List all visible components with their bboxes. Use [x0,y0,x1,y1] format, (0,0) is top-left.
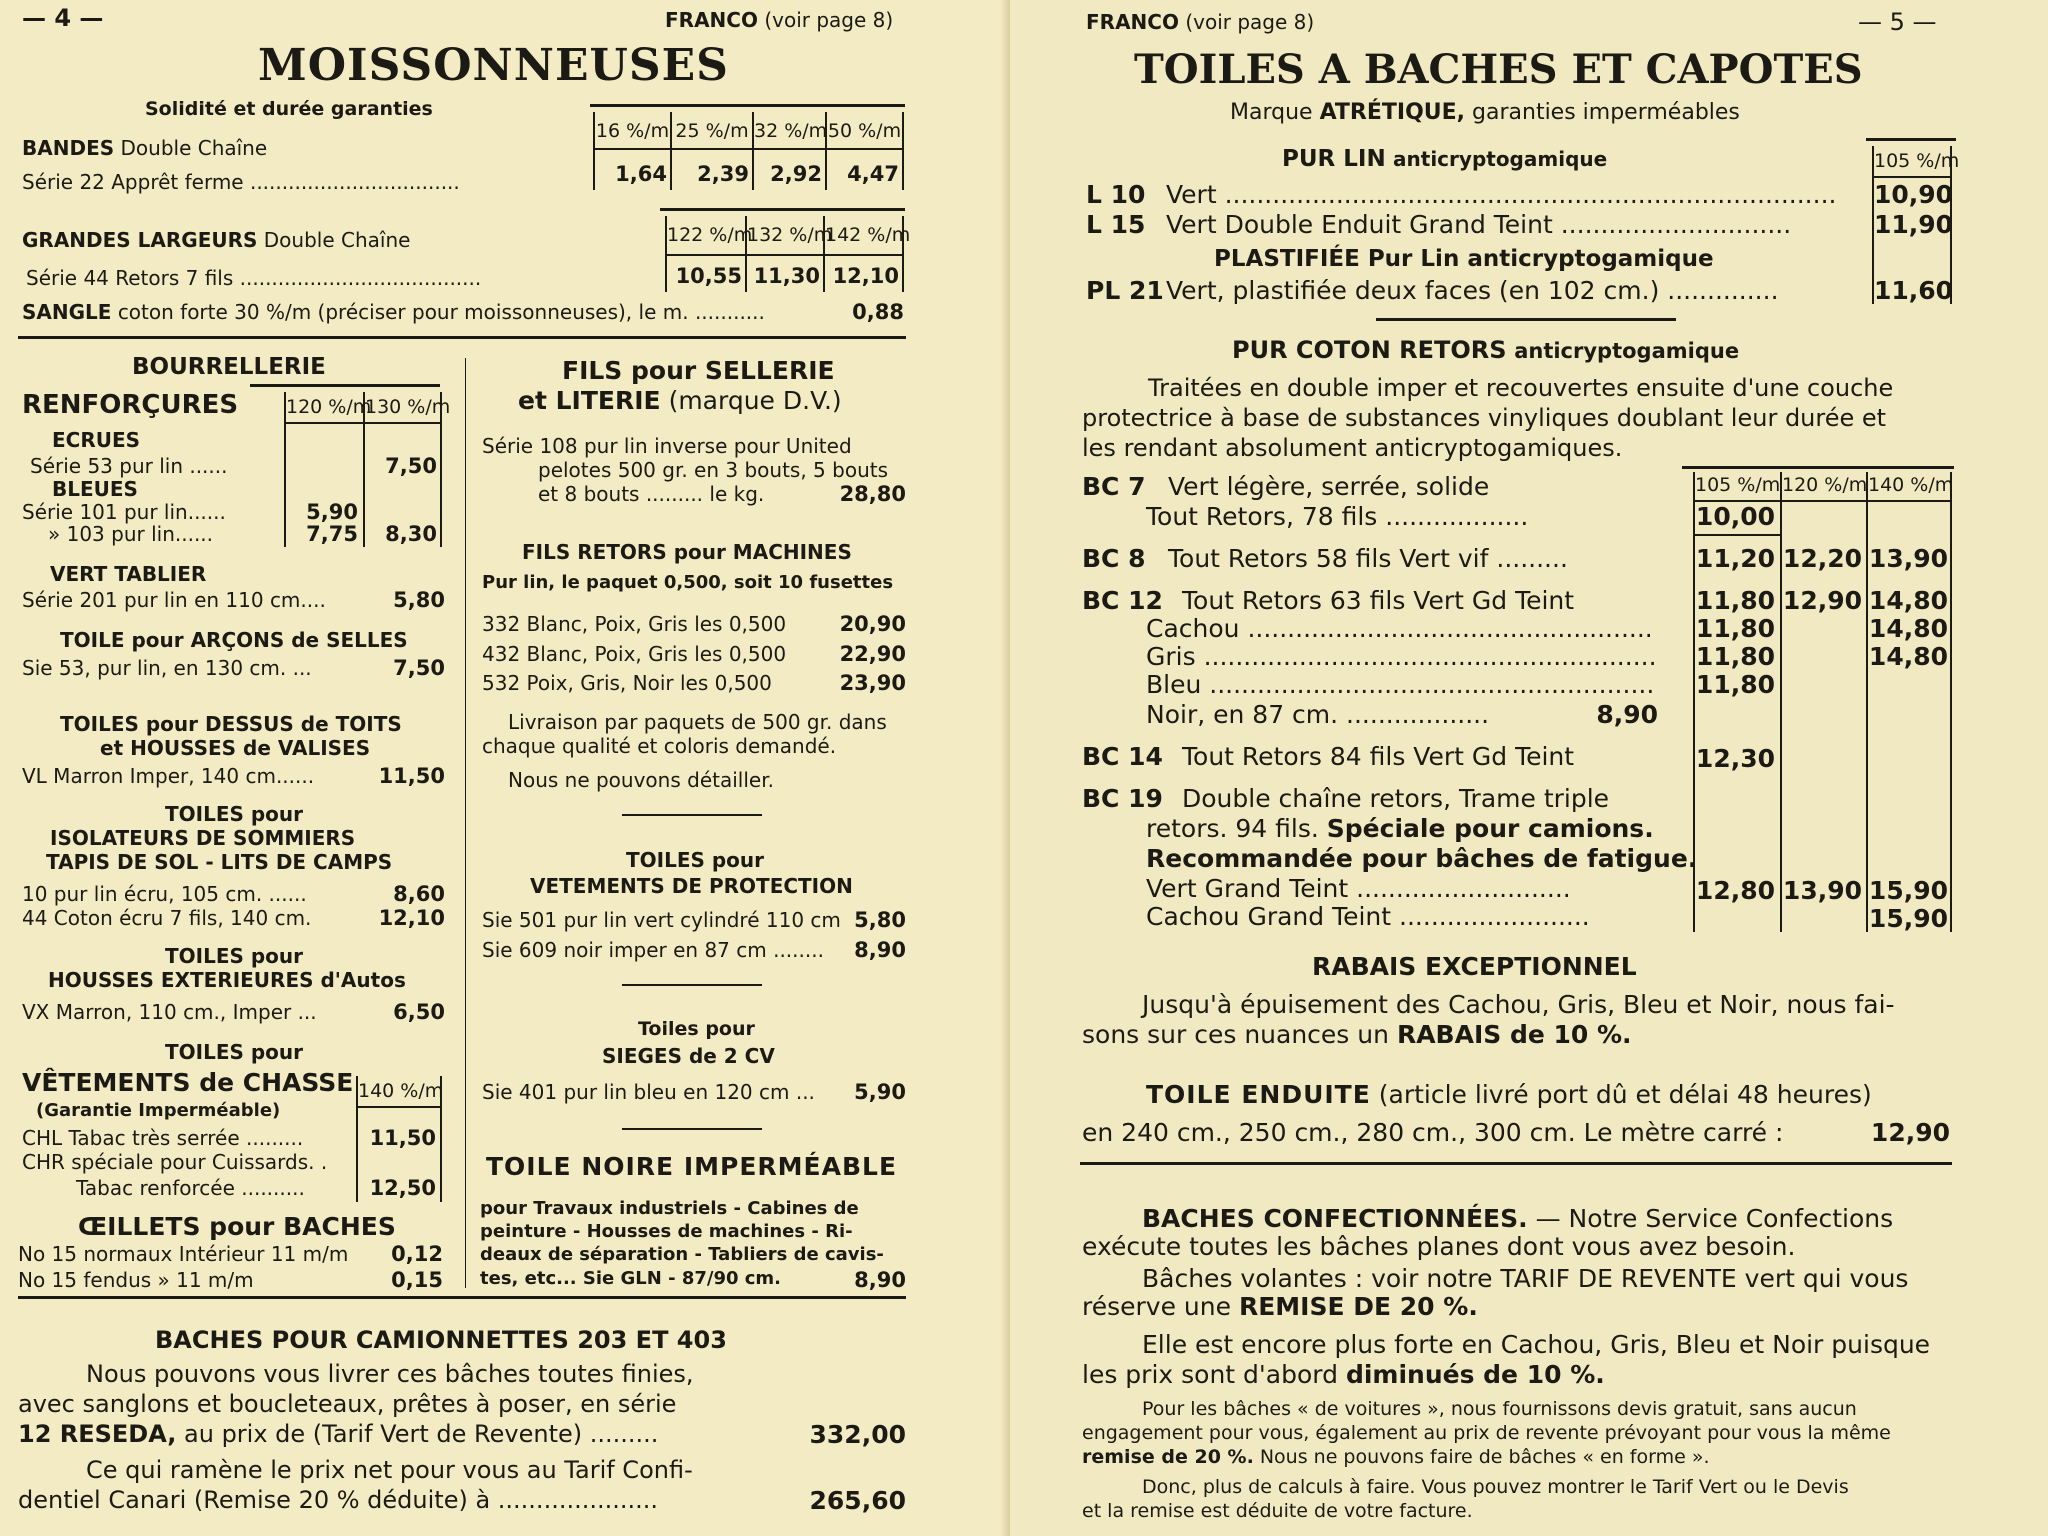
protection-title-2: VETEMENTS DE PROTECTION [530,874,853,898]
confection-small-2: engagement pour vous, également au prix de revente prévoyant pour vous la même [1082,1422,1891,1444]
price: 12,90 [1782,586,1862,615]
price: 2,92 [770,162,822,186]
pl21-line: Vert, plastifiée deux faces (en 102 cm.) .............. [1166,276,1779,305]
fils-retors-subtitle: Pur lin, le paquet 0,500, soit 10 fusettes [482,572,894,593]
toile-noire-line-3: deaux de séparation - Tabliers de cavis- [480,1244,884,1265]
chasse-line-2: CHR spéciale pour Cuissards. . [22,1150,328,1174]
sieges-line: Sie 401 pur lin bleu en 120 cm ... [482,1080,815,1104]
bc14-line: Tout Retors 84 fils Vert Gd Teint [1182,742,1575,771]
rule [622,814,762,816]
col-header: 16 %/m [595,120,670,142]
rule [590,104,905,107]
camionnettes-line-1: Nous pouvons vous livrer ces bâches toutes finies, [86,1360,694,1388]
bandes-serie: Série 22 Apprêt ferme ................................. [22,170,460,194]
chasse-line-3: Tabac renforcée .......... [76,1176,305,1200]
price: 12,10 [378,906,445,930]
page-number-right: — 5 — [1858,8,1937,36]
col-header: 130 %/m [365,396,451,418]
price: 6,50 [393,1000,445,1024]
bc19-vert: Vert Grand Teint ........................... [1146,874,1571,903]
bc14-code: BC 14 [1082,742,1163,771]
bc12-gris: Gris ......................................................... [1146,642,1657,671]
camionnettes-line-5: dentiel Canari (Remise 20 % déduite) à ..................... [18,1486,658,1514]
table-border [284,422,440,424]
price: 11,20 [1695,544,1775,573]
chasse-title: TOILES pour [165,1040,304,1064]
price: 8,90 [854,1268,906,1292]
grandes-title: GRANDES LARGEURS Double Chaîne [22,228,411,252]
bc12-cachou: Cachou ................................................... [1146,614,1653,643]
price: 7,50 [393,656,445,680]
price: 14,80 [1868,614,1948,643]
confection-title: BACHES CONFECTIONNÉES. — Notre Service Confections [1142,1204,1894,1233]
price: 12,50 [369,1176,436,1200]
oeillets-title: ŒILLETS pour BACHES [78,1212,396,1241]
isolateurs-line-2: 44 Coton écru 7 fils, 140 cm. [22,906,312,930]
bc8-line: Tout Retors 58 fils Vert vif ......... [1168,544,1568,573]
l10-code: L 10 [1086,180,1146,209]
chasse-title-3: (Garantie Imperméable) [36,1100,281,1121]
price: 8,90 [1596,700,1658,729]
l15-code: L 15 [1086,210,1146,239]
housses-autos-title-2: HOUSSES EXTERIEURES d'Autos [48,968,406,992]
price: 11,80 [1695,642,1775,671]
price: 13,90 [1868,544,1948,573]
fils-retors-note-2: chaque qualité et coloris demandé. [482,734,837,758]
price: 7,50 [385,454,437,478]
price: 7,75 [306,522,358,546]
confection-small-4: Donc, plus de calculs à faire. Vous pouvez montrer le Tarif Vert ou le Devis [1142,1476,1849,1498]
price: 11,50 [369,1126,436,1150]
s103-line: » 103 pur lin...... [48,522,214,546]
table-border [1693,534,1780,536]
bc7-line-2: Tout Retors, 78 fils .................. [1146,502,1529,531]
rule [660,208,905,211]
col-header: 25 %/m [675,120,749,142]
renforcures-title: RENFORÇURES [22,390,239,420]
fils-retors-title: FILS RETORS pour MACHINES [522,540,852,564]
price: 5,80 [854,908,906,932]
price: 4,47 [847,162,899,186]
col-header: 105 %/m [1874,150,1960,172]
price: 14,80 [1868,642,1948,671]
pl21-code: PL 21 [1086,276,1164,305]
sieges-title: Toiles pour [638,1018,755,1040]
price: 22,90 [839,642,906,666]
fils-retors-note-1: Livraison par paquets de 500 gr. dans [508,710,887,734]
subtitle-left: Solidité et durée garanties [145,98,433,120]
table-border [902,112,904,190]
pur-coton-title: PUR COTON RETORS anticryptogamique [1232,336,1740,364]
plastifiee-title: PLASTIFIÉE Pur Lin anticryptogamique [1214,246,1714,272]
rule [1682,466,1954,469]
pur-lin-title: PUR LIN anticryptogamique [1282,146,1608,172]
price: 11,80 [1695,586,1775,615]
enduite-line-1: TOILE ENDUITE (article livré port dû et délai 48 heures) [1146,1080,1872,1109]
price: 0,12 [391,1242,443,1266]
franco-note-left: FRANCO (voir page 8) [665,8,894,32]
fils-retors-row: 432 Blanc, Poix, Gris les 0,500 [482,642,787,666]
price: 8,30 [385,522,437,546]
price: 12,90 [1870,1118,1950,1147]
sieges-title-2: SIEGES de 2 CV [602,1044,775,1068]
bourrellerie-title: BOURRELLERIE [132,354,326,380]
pur-coton-p1: Traitées en double imper et recouvertes ensuite d'une couche [1148,374,1894,402]
price: 265,60 [809,1486,906,1515]
rule [622,984,762,986]
oeillets-line-1: No 15 normaux Intérieur 11 m/m [18,1242,349,1266]
price: 12,30 [1695,744,1775,773]
toile-noire-line-4: tes, etc... Sie GLN - 87/90 cm. [480,1268,782,1289]
grandes-serie: Série 44 Retors 7 fils ...................................... [26,266,482,290]
price: 0,15 [391,1268,443,1292]
bleues-label: BLEUES [52,477,138,501]
isolateurs-title: TOILES pour [165,802,304,826]
bc7-code: BC 7 [1082,472,1146,501]
sangle-line: SANGLE coton forte 30 %/m (préciser pour moissonneuses), le m. ........... [22,300,765,324]
price: 20,90 [839,612,906,636]
price: 11,90 [1874,210,1954,239]
price: 15,90 [1868,904,1948,933]
fils-retors-row: 532 Poix, Gris, Noir les 0,500 [482,671,772,695]
enduite-line-2: en 240 cm., 250 cm., 280 cm., 300 cm. Le mètre carré : [1082,1118,1784,1147]
price: 10,55 [675,264,742,288]
l10-line: Vert ............................................................................. [1166,180,1837,209]
housses-autos-title: TOILES pour [165,944,304,968]
fils-retors-row: 332 Blanc, Poix, Gris les 0,500 [482,612,787,636]
camionnettes-line-2: avec sanglons et boucleteaux, prêtes à poser, en série [18,1390,677,1418]
page-title-left: MOISSONNEUSES [258,40,729,91]
ecrues-label: ECRUES [52,428,141,452]
column-divider [465,358,466,1288]
confection-line-5: Elle est encore plus forte en Cachou, Gris, Bleu et Noir puisque [1142,1330,1931,1359]
price: 11,80 [1695,614,1775,643]
price: 332,00 [809,1420,906,1449]
rule [1866,138,1956,141]
price: 13,90 [1782,876,1862,905]
col-header: 105 %/m [1695,474,1781,496]
camionnettes-line-4: Ce qui ramène le prix net pour vous au Tarif Confi- [86,1456,693,1484]
bc19-line-3: Recommandée pour bâches de fatigue. [1146,844,1698,873]
rule [622,1128,762,1130]
bandes-title: BANDES Double Chaîne [22,136,268,160]
col-header: 122 %/m [667,224,753,246]
price: 12,20 [1782,544,1862,573]
price: 14,80 [1868,586,1948,615]
col-header: 50 %/m [827,120,902,142]
chasse-title-2: VÊTEMENTS de CHASSE [22,1068,354,1097]
pur-coton-p3: les rendant absolument anticryptogamiques. [1082,434,1623,462]
table-border [356,1106,440,1108]
rule [1080,1162,1952,1165]
table-border [1780,472,1782,932]
price: 5,90 [854,1080,906,1104]
price: 11,80 [1695,670,1775,699]
price: 11,60 [1874,276,1954,305]
protection-line-2: Sie 609 noir imper en 87 cm ........ [482,938,824,962]
bc12-code: BC 12 [1082,586,1163,615]
right-page [1010,0,2048,1536]
rule [1376,318,1676,321]
bc19-code: BC 19 [1082,784,1163,813]
fils-sellerie-title: FILS pour SELLERIE [562,356,835,385]
price: 11,30 [753,264,820,288]
toits-title-2: et HOUSSES de VALISES [100,736,371,760]
subtitle-right: Marque ATRÉTIQUE, garanties imperméables [1230,100,1740,125]
table-border [665,254,902,256]
protection-title: TOILES pour [626,848,765,872]
bc8-code: BC 8 [1082,544,1146,573]
toile-noire-line-1: pour Travaux industriels - Cabines de [480,1198,859,1219]
left-page [0,0,1010,1536]
toits-title: TOILES pour DESSUS de TOITS [60,712,402,736]
bc19-line-2: retors. 94 fils. Spéciale pour camions. [1146,814,1654,843]
col-header: 120 %/m [1782,474,1868,496]
table-border [1950,472,1952,932]
confection-line-2: exécute toutes les bâches planes dont vous avez besoin. [1082,1232,1796,1261]
rule [18,336,906,339]
toits-line: VL Marron Imper, 140 cm...... [22,764,315,788]
toile-noire-title: TOILE NOIRE IMPERMÉABLE [486,1152,898,1181]
oeillets-line-2: No 15 fendus » 11 m/m [18,1268,254,1292]
isolateurs-title-3: TAPIS DE SOL - LITS DE CAMPS [46,850,393,874]
fils-sellerie-title-2: et LITERIE (marque D.V.) [518,386,842,415]
bc12-noir: Noir, en 87 cm. .................. [1146,700,1490,729]
confection-small-5: et la remise est déduite de votre facture. [1082,1500,1473,1522]
price: 5,80 [393,588,445,612]
price: 10,00 [1695,502,1775,531]
bc12-bleu: Bleu ........................................................ [1146,670,1655,699]
rabais-title: RABAIS EXCEPTIONNEL [1312,952,1637,981]
price: 5,90 [306,500,358,524]
protection-line-1: Sie 501 pur lin vert cylindré 110 cm [482,908,841,932]
col-header: 140 %/m [358,1080,444,1102]
confection-line-4: réserve une REMISE DE 20 %. [1082,1292,1478,1321]
vert-tablier-title: VERT TABLIER [50,562,207,586]
confection-small-1: Pour les bâches « de voitures », nous fournissons devis gratuit, sans aucun [1142,1398,1857,1420]
price: 2,39 [697,162,749,186]
sangle-price: 0,88 [852,300,904,324]
price: 28,80 [839,482,906,506]
arcons-line: Sie 53, pur lin, en 130 cm. ... [22,656,312,680]
isolateurs-line-1: 10 pur lin écru, 105 cm. ...... [22,882,307,906]
fils-sellerie-line-3: et 8 bouts ......... le kg. [538,482,765,506]
bc7-line-1: Vert légère, serrée, solide [1168,472,1490,501]
rabais-line-1: Jusqu'à épuisement des Cachou, Gris, Bleu et Noir, nous fai- [1142,990,1895,1019]
confection-line-3: Bâches volantes : voir notre TARIF DE REVENTE vert qui vous [1142,1264,1909,1293]
camionnettes-title: BACHES POUR CAMIONNETTES 203 ET 403 [155,1326,727,1354]
price: 11,50 [378,764,445,788]
l15-line: Vert Double Enduit Grand Teint ............................. [1166,210,1792,239]
table-border [1866,472,1868,932]
price: 15,90 [1868,876,1948,905]
franco-note-right: FRANCO (voir page 8) [1086,10,1315,34]
isolateurs-title-2: ISOLATEURS DE SOMMIERS [50,826,356,850]
price: 12,80 [1695,876,1775,905]
confection-line-6: les prix sont d'abord diminués de 10 %. [1082,1360,1605,1389]
toile-noire-line-2: peinture - Housses de machines - Ri- [480,1221,853,1242]
rabais-line-2: sons sur ces nuances un RABAIS de 10 %. [1082,1020,1632,1049]
camionnettes-line-3: 12 RESEDA, au prix de (Tarif Vert de Revente) ......... [18,1420,659,1448]
confection-small-3: remise de 20 %. Nous ne pouvons faire de bâches « en forme ». [1082,1446,1710,1468]
price: 8,90 [854,938,906,962]
col-header: 120 %/m [286,396,372,418]
s101-line: Série 101 pur lin...... [22,500,226,524]
bc19-cachou: Cachou Grand Teint ........................ [1146,902,1590,931]
fils-sellerie-line-1: Série 108 pur lin inverse pour United [482,434,852,458]
col-header: 32 %/m [754,120,828,142]
price: 8,60 [393,882,445,906]
bc12-line: Tout Retors 63 fils Vert Gd Teint [1182,586,1575,615]
price: 10,90 [1874,180,1954,209]
col-header: 140 %/m [1868,474,1954,496]
col-header: 132 %/m [747,224,833,246]
table-border [1872,176,1950,178]
price: 23,90 [839,671,906,695]
pur-coton-p2: protectrice à base de substances vinyliques doublant leur durée et [1082,404,1887,432]
rule [18,1296,906,1299]
fils-retors-note-3: Nous ne pouvons détailler. [508,768,774,792]
vert-tablier-line: Série 201 pur lin en 110 cm.... [22,588,326,612]
s53-line: Série 53 pur lin ...... [30,454,228,478]
col-header: 142 %/m [825,224,911,246]
chasse-line-1: CHL Tabac très serrée ......... [22,1126,304,1150]
table-border [593,148,902,150]
fils-sellerie-line-2: pelotes 500 gr. en 3 bouts, 5 bouts [538,458,888,482]
page-number-left: — 4 — [22,4,104,32]
bc19-line-1: Double chaîne retors, Trame triple [1182,784,1610,813]
housses-autos-line: VX Marron, 110 cm., Imper ... [22,1000,317,1024]
price: 1,64 [615,162,667,186]
price: 12,10 [832,264,899,288]
page-title-right: TOILES A BACHES ET CAPOTES [1134,46,1863,93]
rule [250,384,440,387]
arcons-title: TOILE pour ARÇONS de SELLES [60,628,408,652]
